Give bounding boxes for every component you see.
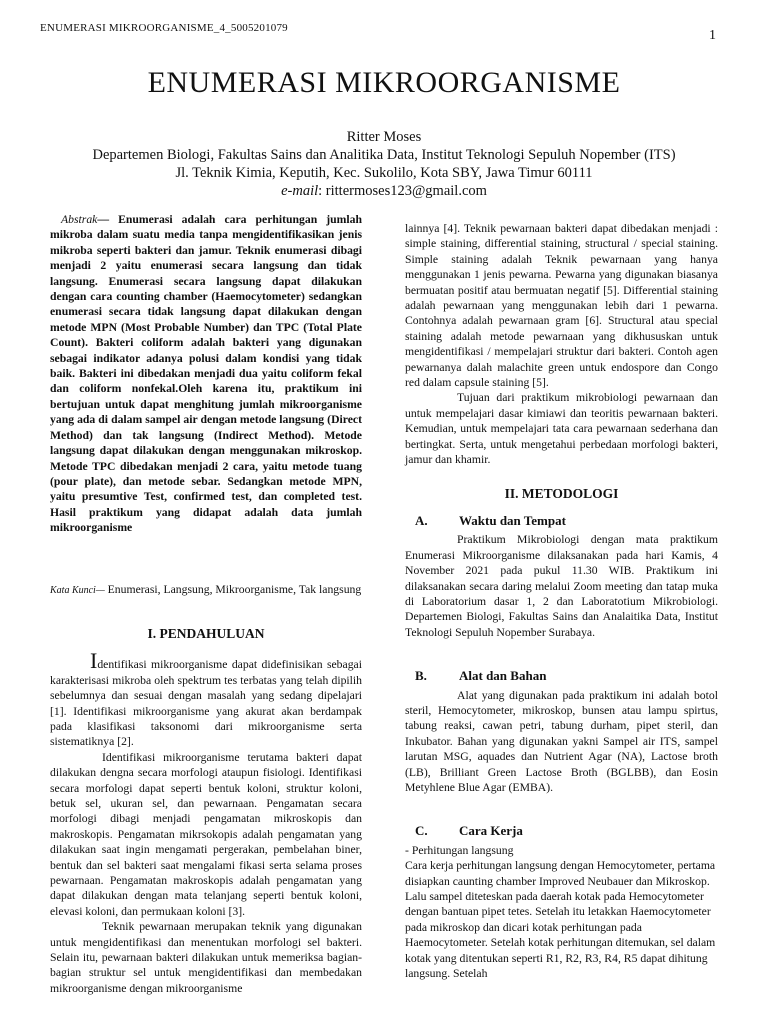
author-affiliation: Departemen Biologi, Fakultas Sains dan Analitika Data, Institut Teknologi Sepuluh Nopember (ITS): [92, 147, 676, 163]
left-column: [50, 212, 362, 996]
subsection-a-text: Praktikum Mikrobiologi dengan mata praktikum Enumerasi Mikroorganisme dilaksanakan pada hari Kamis, 4 November 2021 pada pukul 11.30 WIB. Praktikum ini dilaksanakan secara daring melalui Zoom meeting dan tatap muka di Laboratorium dasar 1, 2 dan Laboratotium Mikrobiologi. Departemen Biologi, Fakultas Sains dan Analaitika Data, Institut Teknologi Sepuluh Nopember Surabaya.: [405, 533, 718, 639]
subsection-c-title: Cara Kerja: [459, 823, 523, 839]
paper-title: ENUMERASI MIKROORGANISME: [147, 66, 621, 99]
intro-paragraph-2: Identifikasi mikroorganisme terutama bakteri dapat dilakukan dengna secara morfologi ataupun fisiologi. Identifikasi secara morfologi dapat seperti bentuk koloni, struktur koloni, betuk sel, ukuran sel, dan pewarnaan. Pengamatan secara morfologi dibagi menjadi pengamatan mikroskopis dan makroskopis. Pengamatan mikrsokopis adalah pengamatan yang dilakukan saat ingin mengamati pergerakan, pembelahan biner, bentuk dan sel bakteri saat mengalami fikasi serta selama proses pewarnaan. Pengamatan makroskopis adalah pengamatan yang dapat dilakukan dengan mata telanjang seperti bentuk koloni, elevasi koloni, dan permukaan koloni [3].: [50, 750, 362, 918]
subsection-c-subheading: - Perhitungan langsung: [405, 843, 514, 857]
right-column: [405, 221, 718, 981]
intro-paragraph-1-text: dentifikasi mikroorganisme dapat didefinisikan sebagai karakterisasi mikroba oleh spektrum tes terbatas yang telah dipilih sebelumnya dan sesuai dengan masalah yang sedang dipelajari [1]. Identifikasi mikroorganisme yang akurat akan berdampak pada klasifikasi taksonomi dari mikroorganisme serta sistematiknya [2].: [50, 658, 362, 749]
email-address: : rittermoses123@gmail.com: [318, 183, 487, 199]
author-email: [0, 182, 768, 200]
keywords-text: Enumerasi, Langsung, Mikroorganisme, Tak langsung: [104, 582, 362, 596]
keywords-label: Kata Kunci—: [50, 584, 105, 596]
intro-paragraph-4: Tujuan dari praktikum mikrobiologi pewarnaan dan untuk mempelajari dasar kimiawi dan teoritis pewarnaan bakteri. Kemudian, untuk mempelajari tata cara pewarnaan sederhana dan bertingkat. Serta, untuk mengetahui perbedaan morfologi bakteri, jamur dan khamir.: [405, 391, 718, 467]
subsection-a-heading: [405, 513, 718, 528]
subsection-b-heading: [405, 668, 718, 683]
email-label: e-mail: [281, 183, 319, 199]
subsection-c-text: Cara kerja perhitungan langsung dengan Hemocytometer, pertama disiapkan caunting chamber Improved Neubauer dan Mikroskop. Lalu sampel diteteskan pada daerah kotak pada Hemocytometer dengan bantuan pipet tetes. Setelah itu letakkan Haemocytometer pada mikroskop dan dicari kotak perhitungan pada Haemocytometer. Setelah kotak perhitungan ditemukan, sel dalam kotak yang ditentukan seperti R1, R2, R3, R4, R5 dapat dihitung langsung. Setelah: [405, 859, 716, 981]
keywords: [50, 582, 362, 598]
intro-paragraph-1: [50, 648, 362, 749]
abstract-label: Abstrak: [61, 213, 98, 226]
intro-paragraph-3: Teknik pewarnaan merupakan teknik yang digunakan untuk mengidentifikasi dan menentukan morfologi sel bakteri. Selain itu, pewarnaan bakteri dilakukan untuk memeriksa bagian-bagian struktur sel untuk mengidentifikasi dan membedakan mikroorganisme dengan mikroorganisme: [50, 920, 362, 995]
author-block: [0, 128, 768, 200]
subsection-a-title: Waktu dan Tempat: [459, 512, 566, 528]
intro-paragraph-3-continued: lainnya [4]. Teknik pewarnaan bakteri dapat dibedakan menjadi : simple staining, differential staining, structural / special staining. Simple staining adalah Teknik pewarnaan yang hanya menggunakan 1 jenis pewarna. Pewarna yang digunakan biasanya bermuatan positif atau bermuatan negatif [5]. Differential staining adalah pewarnaan yang menggunakan lebih dari 1 pewarna. Contohnya adalah pewarnaan gram [6]. Structural atau special staining adalah metode pewarnaan yang dikhususkan untuk mengidentifikasi / mempelajari struktur dari bakteri. Contoh agen pewarnanya dalah malachite green untuk endospore dan Congo red dalam capsule staining [5].: [405, 222, 718, 390]
abstract: [50, 212, 362, 536]
subsection-b-title: Alat dan Bahan: [459, 668, 547, 684]
section-heading-intro: I. PENDAHULUAN: [147, 625, 265, 641]
author-address: Jl. Teknik Kimia, Keputih, Kec. Sukolilo, Kota SBY, Jawa Timur 60111: [175, 165, 593, 181]
subsection-b-letter: B.: [415, 668, 427, 684]
section-heading-methods: II. METODOLOGI: [504, 485, 619, 501]
subsection-b-text: Alat yang digunakan pada praktikum ini adalah botol steril, Hemocytometer, mikroskop, bunsen atau lampu spirtus, tabung reaksi, cawan petri, tabung durham, pipet steril, dan Inkubator. Bahan yang digunakan yakni Sampel air ITS, sampel larutan MSG, aquades dan Nutrient Agar (NA), Lactose broth (LB), Brilliant Green Lactose Broth (BGLBB), dan Eosin Metyhlene Blue Agar (EMBA).: [405, 688, 718, 794]
subsection-a-letter: A.: [415, 512, 428, 528]
abstract-text: — Enumerasi adalah cara perhitungan jumlah mikroba dalam suatu media tanpa mengidentifikasikan jenis mikroba seperti bakteri dan jamur. Teknik enumerasi dibagi menjadi 2 yaitu enumerasi secara langsung dan tidak langsung. Enumerasi secara langsung dapat dilakukan dengan cara counting chamber (Haemocytometer) sedangkan enumerasi secara tidak langsung dapat dilakukan dengan metode MPN (Most Probable Number) dan TPC (Total Plate Count). Bakteri coliform adalah bakteri yang digunakan sebagai indikator adanya polusi dalam kondisi yang tidak baik. Bakteri ini dibedakan menjadi dua yaitu coliform fekal dan coliform nonfekal.Oleh karena itu, praktikum ini bertujuan untuk dapat menghitung jumlah mikroorganisme yang ada di dalam sampel air dengan metode langsung (Direct Method) dan tak langsung (Indirect Method). Metode langsung dapat dilakukan dengan menggunakan mikroskop. Metode TPC dibedakan menjadi 2 cara, yaitu metode tuang (pour plate), dan metode sebar. Sedangkan metode MPN, yaitu presumtive Test, confirmed test, dan completed test. Hasil praktikum yang didapat adalah data jumlah mikroorganisme: [50, 213, 362, 535]
drop-cap: I: [90, 648, 98, 674]
running-head: ENUMERASI MIKROORGANISME_4_5005201079: [40, 22, 288, 34]
page-number: 1: [709, 28, 716, 43]
author-name: Ritter Moses: [346, 129, 422, 145]
subsection-c-heading: [405, 823, 718, 838]
subsection-c-letter: C.: [415, 823, 428, 839]
